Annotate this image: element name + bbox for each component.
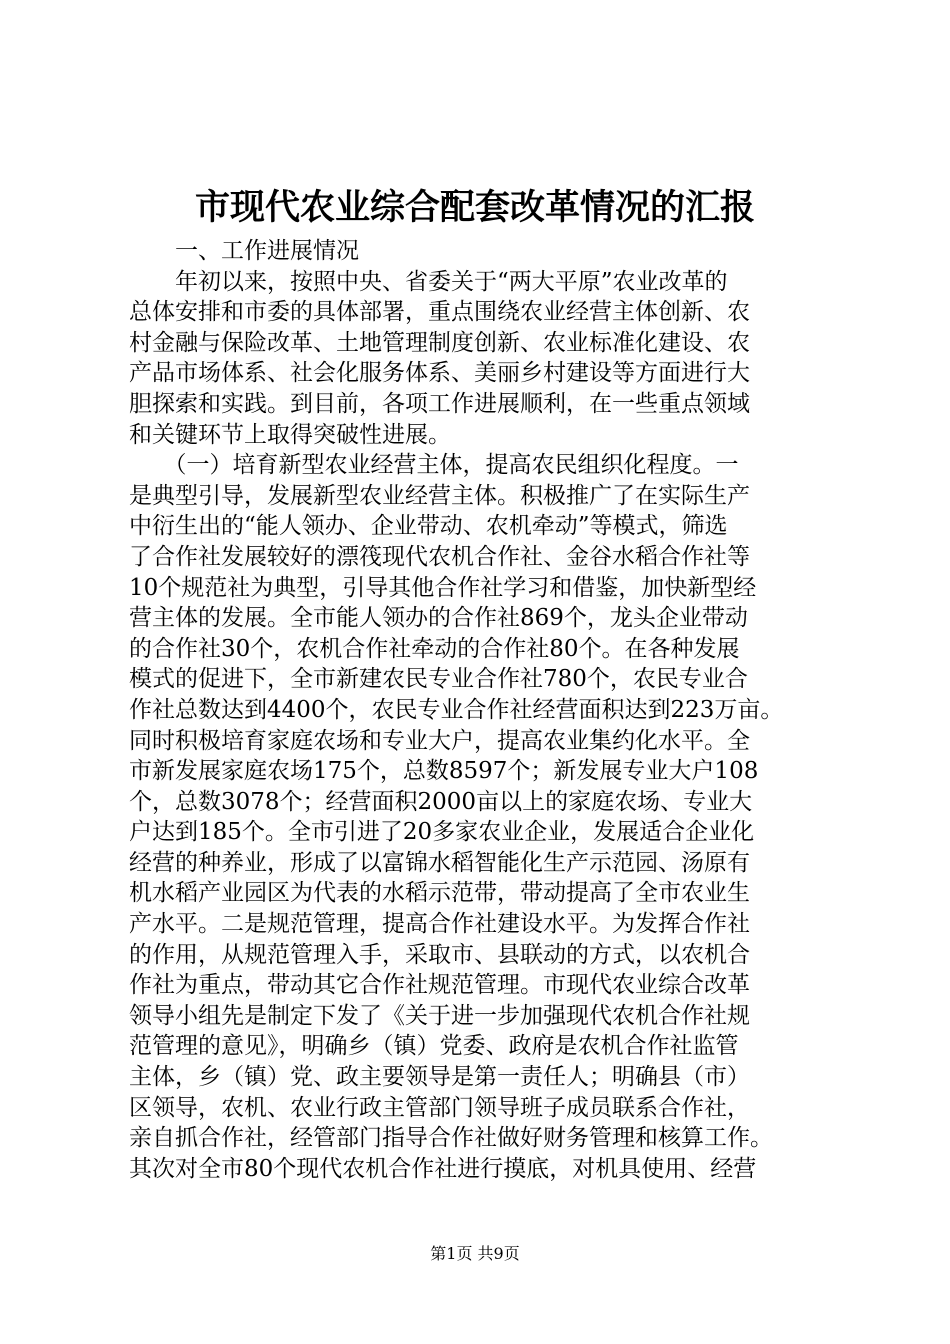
document-body (129, 236, 835, 1184)
body-line: 个，总数3078个；经营面积2000亩以上的家庭农场、专业大 (129, 788, 753, 815)
body-line: 10个规范社为典型，引导其他合作社学习和借鉴，加快新型经 (129, 574, 757, 601)
document-title: 市现代农业综合配套改革情况的汇报 (194, 187, 755, 228)
body-line: 区领导，农机、农业行政主管部门领导班子成员联系合作社， (129, 1094, 750, 1121)
body-line: 亲自抓合作社，经管部门指导合作社做好财务管理和核算工作。 (129, 1125, 773, 1152)
body-line: 的合作社30个，农机合作社牵动的合作社80个。在各种发展 (129, 635, 740, 662)
body-line: 了合作社发展较好的漂筏现代农机合作社、金谷水稻合作社等 (129, 543, 750, 570)
body-line: 机水稻产业园区为代表的水稻示范带，带动提高了全市农业生 (129, 880, 750, 907)
body-line: 产品市场体系、社会化服务体系、美丽乡村建设等方面进行大 (129, 360, 750, 387)
body-line: 作社为重点，带动其它合作社规范管理。市现代农业综合改革 (129, 972, 750, 999)
body-line: 胆探索和实践。到目前，各项工作进展顺利，在一些重点领域 (129, 390, 750, 417)
body-line: 领导小组先是制定下发了《关于进一步加强现代农机合作社规 (129, 1002, 750, 1029)
body-line: 村金融与保险改革、土地管理制度创新、农业标准化建设、农 (129, 329, 750, 356)
body-line: 产水平。二是规范管理，提高合作社建设水平。为发挥合作社 (129, 911, 750, 938)
body-line: 经营的种养业，形成了以富锦水稻智能化生产示范园、汤原有 (129, 849, 750, 876)
body-line: （一）培育新型农业经营主体，提高农民组织化程度。一 (129, 452, 739, 479)
body-line: 户达到185个。全市引进了20多家农业企业，发展适合企业化 (129, 819, 755, 846)
body-line: 中衍生出的“能人领办、企业带动、农机牵动”等模式，筛选 (129, 513, 728, 540)
body-line: 范管理的意见》，明确乡（镇）党委、政府是农机合作社监管 (129, 1033, 739, 1060)
body-line: 主体，乡（镇）党、政主要领导是第一责任人；明确县（市） (129, 1064, 750, 1091)
body-line: 同时积极培育家庭农场和专业大户，提高农业集约化水平。全 (129, 727, 750, 754)
body-line: 模式的促进下，全市新建农民专业合作社780个，农民专业合 (129, 666, 748, 693)
body-line: 一、工作进展情况 (129, 238, 359, 264)
body-line: 是典型引导，发展新型农业经营主体。积极推广了在实际生产 (129, 482, 750, 509)
page-number: 第1页 共9页 (430, 1244, 520, 1263)
body-line: 作社总数达到4400个，农民专业合作社经营面积达到223万亩。 (129, 696, 784, 723)
body-line: 和关键环节上取得突破性进展。 (129, 421, 451, 448)
body-line: 市新发展家庭农场175个，总数8597个；新发展专业大户108 (129, 758, 759, 785)
body-line: 年初以来，按照中央、省委关于“两大平原”农业改革的 (129, 268, 728, 295)
body-line: 其次对全市80个现代农机合作社进行摸底，对机具使用、经营 (129, 1155, 757, 1182)
body-line: 总体安排和市委的具体部署，重点围绕农业经营主体创新、农 (129, 299, 750, 326)
body-line: 营主体的发展。全市能人领办的合作社869个，龙头企业带动 (129, 605, 748, 632)
body-line: 的作用，从规范管理入手，采取市、县联动的方式，以农机合 (129, 941, 750, 968)
